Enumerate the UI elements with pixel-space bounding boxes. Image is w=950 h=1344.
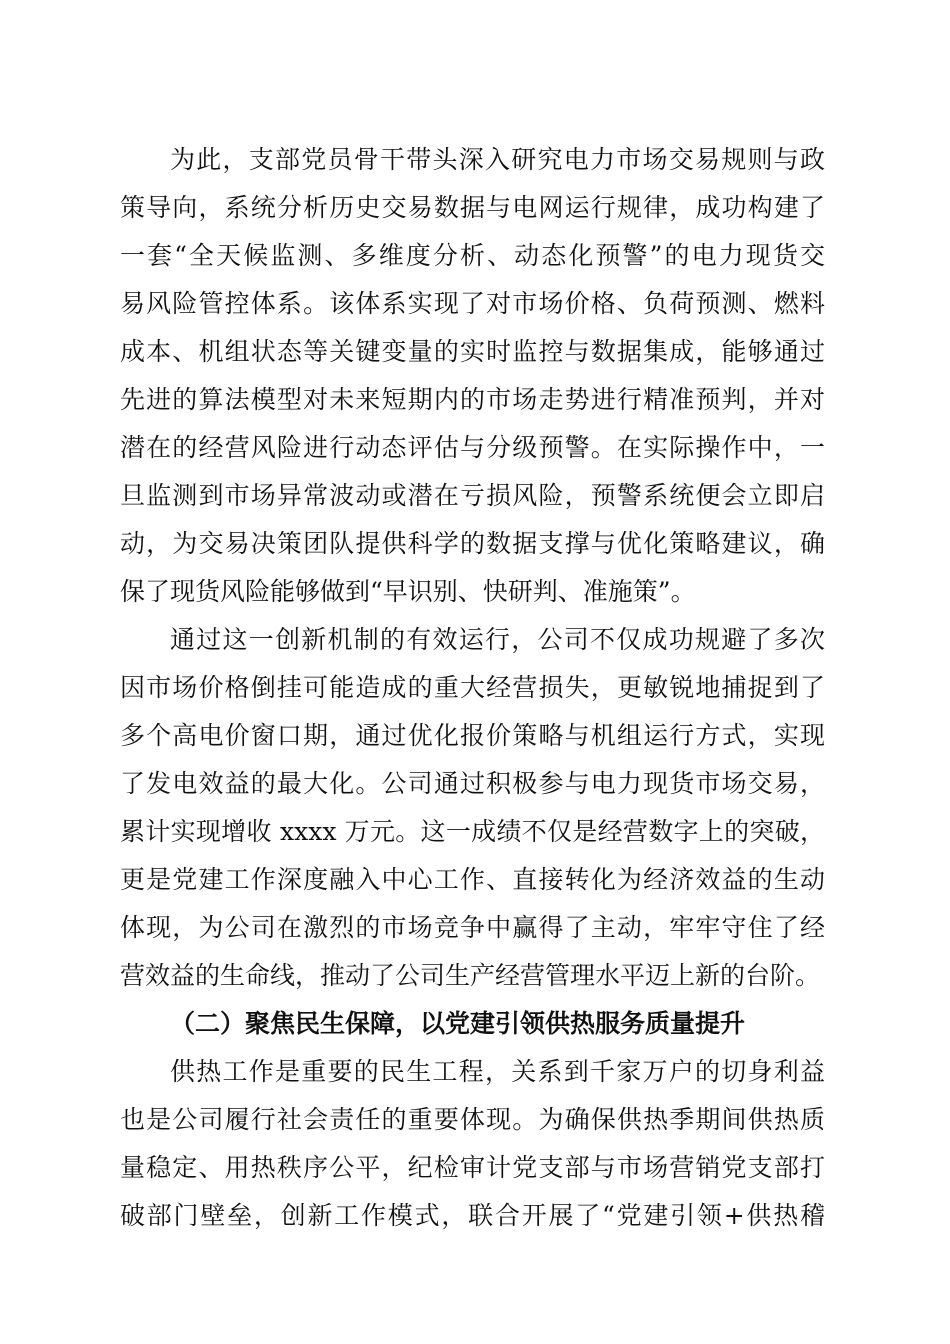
paragraph-2-line-1: 通过这一创新机制的有效运行，公司不仅成功规避了多次 [170,625,825,654]
paragraph-3-line-1: 供热工作是重要的民生工程，关系到千家万户的切身利益 [170,1057,825,1086]
paragraph-2-line-2: 因市场价格倒挂可能造成的重大经营损失，更敏锐地捕捉到了 [120,673,825,702]
paragraph-1-line-3: 一套“全天候监测、多维度分析、动态化预警”的电力现货交 [120,241,825,270]
paragraph-1-line-2: 策导向，系统分析历史交易数据与电网运行规律，成功构建了 [120,193,825,222]
paragraph-2-line-6: 更是党建工作深度融入中心工作、直接转化为经济效益的生动 [120,865,825,894]
paragraph-1-line-8: 旦监测到市场异常波动或潜在亏损风险，预警系统便会立即启 [120,481,825,510]
paragraph-3-line-3: 量稳定、用热秩序公平，纪检审计党支部与市场营销党支部打 [120,1153,825,1182]
paragraph-1-line-10: 保了现货风险能够做到“早识别、快研判、准施策”。 [120,577,696,606]
section-heading: （二）聚焦民生保障，以党建引领供热服务质量提升 [170,1009,746,1038]
paragraph-1-line-6: 先进的算法模型对未来短期内的市场走势进行精准预判，并对 [120,385,825,414]
paragraph-2-line-4: 了发电效益的最大化。公司通过积极参与电力现货市场交易， [120,769,825,798]
paragraph-1-line-5: 成本、机组状态等关键变量的实时监控与数据集成，能够通过 [120,337,825,366]
paragraph-1-line-4: 易风险管控体系。该体系实现了对市场价格、负荷预测、燃料 [120,289,825,318]
paragraph-3-line-4: 破部门壁垒，创新工作模式，联合开展了“党建引领+供热稽 [120,1201,825,1230]
paragraph-2-line-3: 多个高电价窗口期，通过优化报价策略与机组运行方式，实现 [120,721,825,750]
paragraph-2-line-5: 累计实现增收 xxxx 万元。这一成绩不仅是经营数字上的突破， [120,817,825,846]
paragraph-2-line-7: 体现，为公司在激烈的市场竞争中赢得了主动，牢牢守住了经 [120,913,825,942]
paragraph-2-line-8: 营效益的生命线，推动了公司生产经营管理水平迈上新的台阶。 [120,961,821,990]
paragraph-1-line-9: 动，为交易决策团队提供科学的数据支撑与优化策略建议，确 [120,529,825,558]
paragraph-3-line-2: 也是公司履行社会责任的重要体现。为确保供热季期间供热质 [120,1105,825,1134]
paragraph-1-line-7: 潜在的经营风险进行动态评估与分级预警。在实际操作中，一 [120,433,825,462]
paragraph-1-line-1: 为此，支部党员骨干带头深入研究电力市场交易规则与政 [170,145,825,174]
